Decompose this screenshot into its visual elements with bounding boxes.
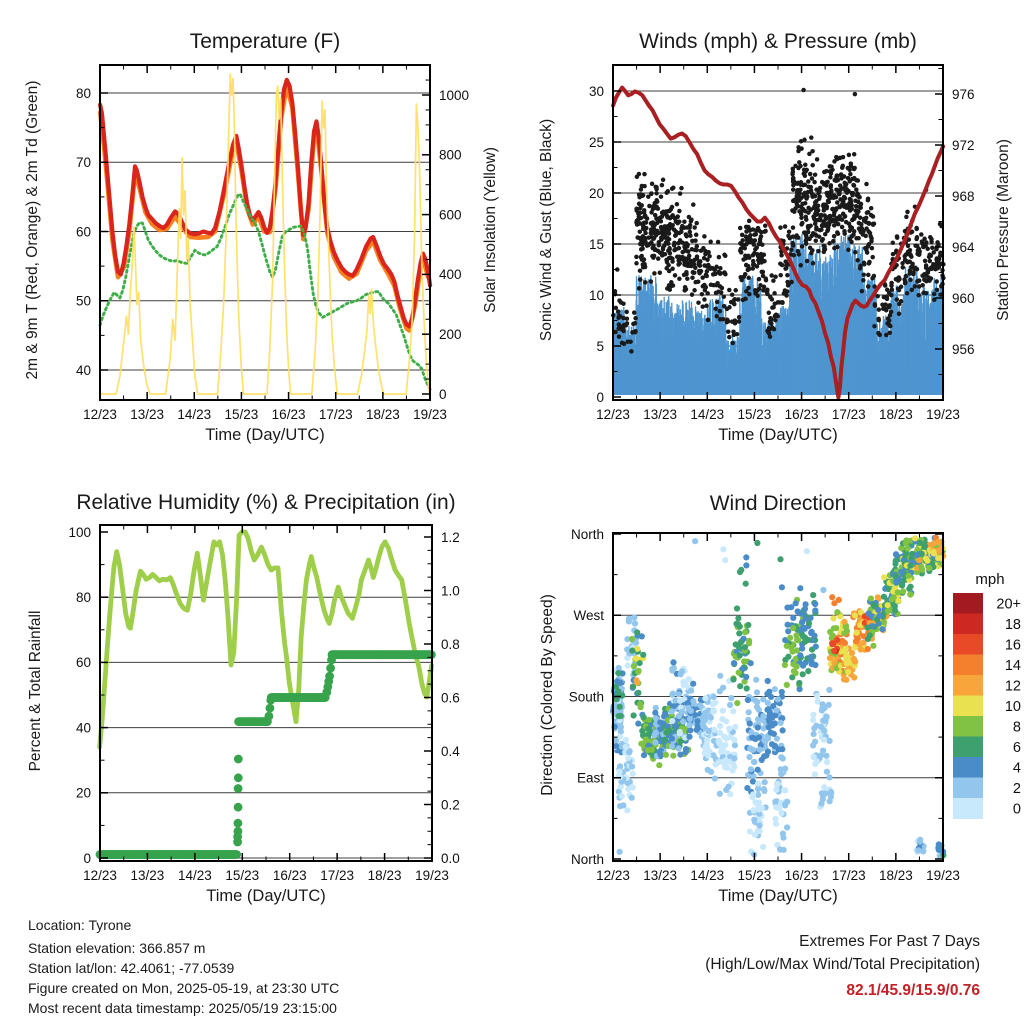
colorbar-title: mph: [975, 571, 1005, 588]
svg-text:16: 16: [1004, 637, 1021, 654]
svg-text:800: 800: [439, 147, 462, 163]
yaxis-label-pressure-right: Station Pressure (Maroon): [995, 139, 1012, 321]
svg-text:12/23: 12/23: [83, 407, 117, 422]
svg-text:1.2: 1.2: [441, 529, 460, 545]
svg-text:60: 60: [75, 224, 91, 240]
svg-text:80: 80: [75, 590, 91, 605]
svg-text:20: 20: [588, 185, 604, 201]
title-humidity-precip: Relative Humidity (%) & Precipitation (in): [76, 491, 456, 514]
svg-text:16/23: 16/23: [271, 407, 306, 422]
svg-text:960: 960: [952, 290, 975, 306]
yaxis-label-direction-left: Direction (Colored By Speed): [539, 594, 556, 796]
svg-text:2: 2: [1012, 780, 1021, 797]
footer-timestamp: Most recent data timestamp: 2025/05/19 23:15:00: [28, 1000, 337, 1016]
chart-temperature: [76, 65, 469, 422]
left-axis-ticks: [68, 525, 108, 866]
yaxis-label-humidity-left: Percent & Total Rainfall: [27, 610, 44, 772]
yaxis-label-wind-left: Sonic Wind & Gust (Blue, Black): [538, 118, 555, 342]
title-wind-direction: Wind Direction: [709, 492, 847, 515]
svg-text:15/23: 15/23: [737, 407, 772, 422]
svg-text:0: 0: [596, 389, 604, 405]
yaxis-label-temperature-left: 2m & 9m T (Red, Orange) & 2m Td (Green): [24, 80, 41, 380]
svg-text:0.8: 0.8: [441, 636, 460, 652]
svg-text:600: 600: [439, 207, 462, 223]
svg-text:18/23: 18/23: [365, 407, 400, 422]
footer-location: Location: Tyrone: [28, 917, 132, 933]
svg-text:14/23: 14/23: [690, 407, 725, 422]
xaxis-label-temperature: Time (Day/UTC): [205, 426, 325, 444]
svg-text:0.2: 0.2: [441, 797, 460, 813]
svg-text:12: 12: [1004, 678, 1021, 695]
svg-text:19/23: 19/23: [926, 407, 960, 422]
svg-text:12/23: 12/23: [596, 407, 630, 422]
svg-text:15/23: 15/23: [225, 868, 260, 883]
svg-text:15/23: 15/23: [224, 407, 259, 422]
right-axis-ticks: [935, 534, 943, 859]
svg-text:17/23: 17/23: [318, 407, 353, 422]
svg-text:16/23: 16/23: [272, 868, 307, 883]
svg-text:956: 956: [952, 341, 975, 357]
svg-text:19/23: 19/23: [415, 868, 449, 883]
svg-text:13/23: 13/23: [643, 407, 678, 422]
gridlines: [100, 597, 432, 858]
svg-text:North: North: [570, 526, 604, 542]
svg-text:976: 976: [952, 86, 975, 102]
svg-text:0: 0: [83, 850, 91, 866]
svg-text:40: 40: [75, 720, 91, 736]
svg-text:East: East: [576, 770, 604, 786]
xaxis-label-direction: Time (Day/UTC): [718, 887, 838, 905]
speed-colorbar: [953, 571, 1021, 819]
footer-latlon: Station lat/lon: 42.4061; -77.0539: [28, 960, 235, 976]
svg-text:8: 8: [1012, 719, 1021, 736]
svg-text:1000: 1000: [439, 87, 470, 103]
svg-text:North: North: [570, 851, 604, 867]
svg-text:5: 5: [596, 338, 604, 354]
svg-text:South: South: [568, 689, 604, 705]
svg-text:100: 100: [68, 524, 91, 540]
svg-text:13/23: 13/23: [130, 868, 165, 883]
svg-text:968: 968: [952, 188, 975, 204]
extremes-values: 82.1/45.9/15.9/0.76: [846, 982, 980, 999]
svg-text:10: 10: [1004, 698, 1021, 715]
svg-text:0: 0: [1012, 801, 1021, 818]
svg-text:17/23: 17/23: [831, 868, 866, 883]
svg-text:15: 15: [588, 236, 604, 252]
svg-text:1.0: 1.0: [441, 583, 460, 599]
footer-created: Figure created on Mon, 2025-05-19, at 23:30 UTC: [28, 980, 340, 996]
chart-humidity-precip: [68, 525, 460, 883]
svg-text:25: 25: [588, 134, 604, 150]
svg-text:18/23: 18/23: [367, 868, 402, 883]
svg-text:60: 60: [75, 655, 91, 671]
svg-text:4: 4: [1012, 760, 1021, 777]
svg-text:972: 972: [952, 137, 975, 153]
title-temperature: Temperature (F): [189, 30, 341, 53]
svg-text:30: 30: [588, 83, 604, 99]
extremes-subtitle: (High/Low/Max Wind/Total Precipitation): [705, 956, 980, 973]
yaxis-label-solar-right: Solar Insolation (Yellow): [482, 147, 499, 313]
svg-text:18/23: 18/23: [878, 868, 913, 883]
svg-text:20: 20: [75, 785, 91, 801]
title-winds-pressure: Winds (mph) & Pressure (mb): [639, 30, 917, 53]
series-temp-2m: [100, 80, 430, 327]
xaxis-label-humidity: Time (Day/UTC): [206, 887, 326, 905]
svg-text:12/23: 12/23: [83, 868, 117, 883]
svg-text:0: 0: [439, 386, 447, 402]
svg-text:13/23: 13/23: [643, 868, 678, 883]
svg-text:16/23: 16/23: [784, 868, 819, 883]
svg-text:19/23: 19/23: [413, 407, 447, 422]
svg-text:14/23: 14/23: [177, 407, 212, 422]
svg-text:13/23: 13/23: [130, 407, 165, 422]
series-solar-insolation: [100, 74, 430, 394]
svg-text:18: 18: [1004, 616, 1021, 633]
svg-text:17/23: 17/23: [320, 868, 355, 883]
svg-text:14: 14: [1004, 657, 1021, 674]
svg-text:6: 6: [1012, 739, 1021, 756]
svg-text:964: 964: [952, 239, 975, 255]
svg-text:0.4: 0.4: [441, 743, 460, 759]
right-axis-ticks: [424, 530, 460, 866]
svg-text:17/23: 17/23: [831, 407, 866, 422]
svg-text:50: 50: [75, 293, 91, 309]
svg-text:40: 40: [75, 362, 91, 378]
svg-text:12/23: 12/23: [596, 868, 630, 883]
svg-text:400: 400: [439, 267, 462, 283]
svg-text:14/23: 14/23: [690, 868, 725, 883]
svg-text:15/23: 15/23: [737, 868, 772, 883]
svg-text:West: West: [573, 608, 604, 624]
series-total-rainfall: [96, 650, 436, 859]
svg-text:10: 10: [588, 287, 604, 303]
svg-text:16/23: 16/23: [784, 407, 819, 422]
svg-text:200: 200: [439, 327, 462, 342]
footer-elevation: Station elevation: 366.857 m: [28, 940, 206, 956]
svg-text:18/23: 18/23: [878, 407, 913, 422]
svg-text:19/23: 19/23: [926, 868, 960, 883]
svg-text:80: 80: [75, 85, 91, 101]
svg-text:0.6: 0.6: [441, 690, 460, 706]
svg-text:0.0: 0.0: [441, 850, 460, 866]
x-axis-ticks: [83, 65, 447, 422]
chart-winds-pressure: [589, 65, 975, 422]
svg-text:70: 70: [75, 155, 91, 171]
svg-text:20+: 20+: [996, 596, 1021, 613]
svg-text:14/23: 14/23: [177, 868, 212, 883]
extremes-title: Extremes For Past 7 Days: [799, 933, 980, 950]
xaxis-label-winds: Time (Day/UTC): [718, 426, 838, 444]
chart-wind-direction: [569, 527, 1021, 883]
